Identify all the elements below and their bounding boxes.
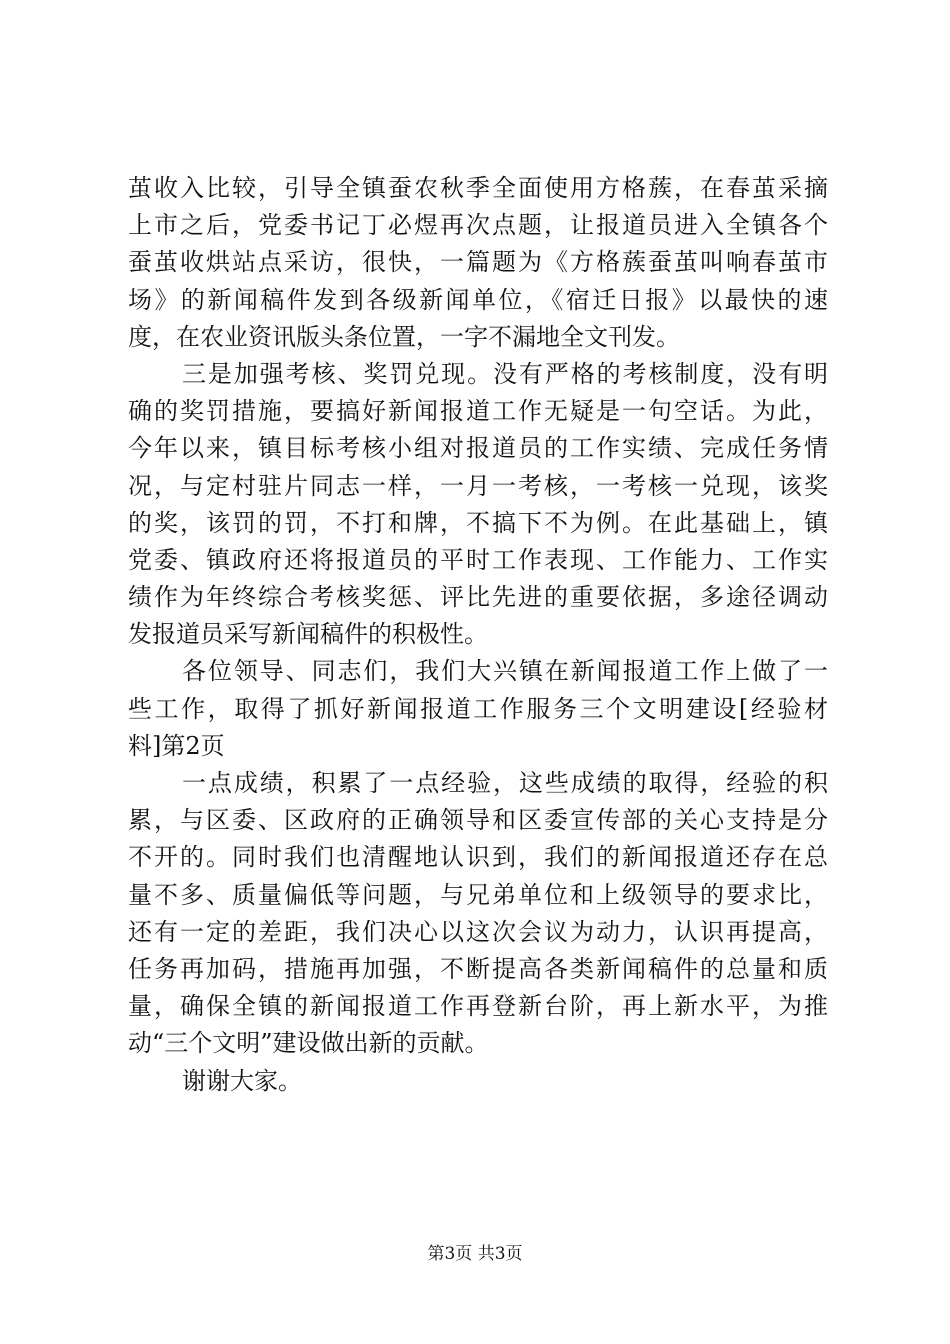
text-line: 一点成绩，积累了一点经验，这些成绩的取得，经验的积: [182, 769, 828, 797]
text-line: 不开的。同时我们也清醒地认识到，我们的新闻报道还存在总: [128, 843, 828, 872]
text-line: 确的奖罚措施，要搞好新闻报道工作无疑是一句空话。为此，: [128, 397, 828, 426]
text-line: 还有一定的差距，我们决心以这次会议为动力，认识再提高，: [128, 917, 828, 946]
text-line: 蚕茧收烘站点采访，很快，一篇题为《方格蔟蚕茧叫响春茧市: [128, 248, 828, 277]
text-line: 况，与定村驻片同志一样，一月一考核，一考核一兑现，该奖: [128, 471, 828, 500]
text-line: 度，在农业资讯版头条位置，一字不漏地全文刊发。: [128, 322, 680, 351]
document-body: [128, 170, 828, 1100]
text-line: 今年以来，镇目标考核小组对报道员的工作实绩、完成任务情: [128, 434, 828, 463]
text-line: 场》的新闻稿件发到各级新闻单位，《宿迁日报》以最快的速: [128, 285, 828, 314]
text-line: 绩作为年终综合考核奖惩、评比先进的重要依据，多途径调动: [128, 583, 828, 612]
text-line: 谢谢大家。: [182, 1066, 302, 1095]
text-line: 些工作，取得了抓好新闻报道工作服务三个文明建设[经验材: [128, 694, 828, 723]
text-line: 量不多、质量偏低等问题，与兄弟单位和上级领导的要求比，: [128, 880, 828, 909]
text-line: 上市之后，党委书记丁必煜再次点题，让报道员进入全镇各个: [128, 211, 828, 240]
text-line: 茧收入比较，引导全镇蚕农秋季全面使用方格蔟，在春茧采摘: [128, 174, 828, 202]
text-line: 动“三个文明”建设做出新的贡献。: [128, 1029, 489, 1058]
text-line: 三是加强考核、奖罚兑现。没有严格的考核制度，没有明: [182, 359, 828, 388]
text-line: 各位领导、同志们，我们大兴镇在新闻报道工作上做了一: [182, 657, 828, 686]
text-line: 料]第2页: [128, 731, 225, 760]
page-footer: 第3页 共3页: [427, 1244, 523, 1264]
text-line: 党委、镇政府还将报道员的平时工作表现、工作能力、工作实: [128, 545, 828, 574]
text-line: 量，确保全镇的新闻报道工作再登新台阶，再上新水平，为推: [128, 992, 828, 1021]
text-line: 任务再加码，措施再加强，不断提高各类新闻稿件的总量和质: [128, 954, 828, 983]
text-line: 累，与区委、区政府的正确领导和区委宣传部的关心支持是分: [128, 806, 828, 835]
text-line: 的奖，该罚的罚，不打和牌，不搞下不为例。在此基础上，镇: [128, 508, 828, 537]
text-line: 发报道员采写新闻稿件的积极性。: [128, 620, 488, 649]
